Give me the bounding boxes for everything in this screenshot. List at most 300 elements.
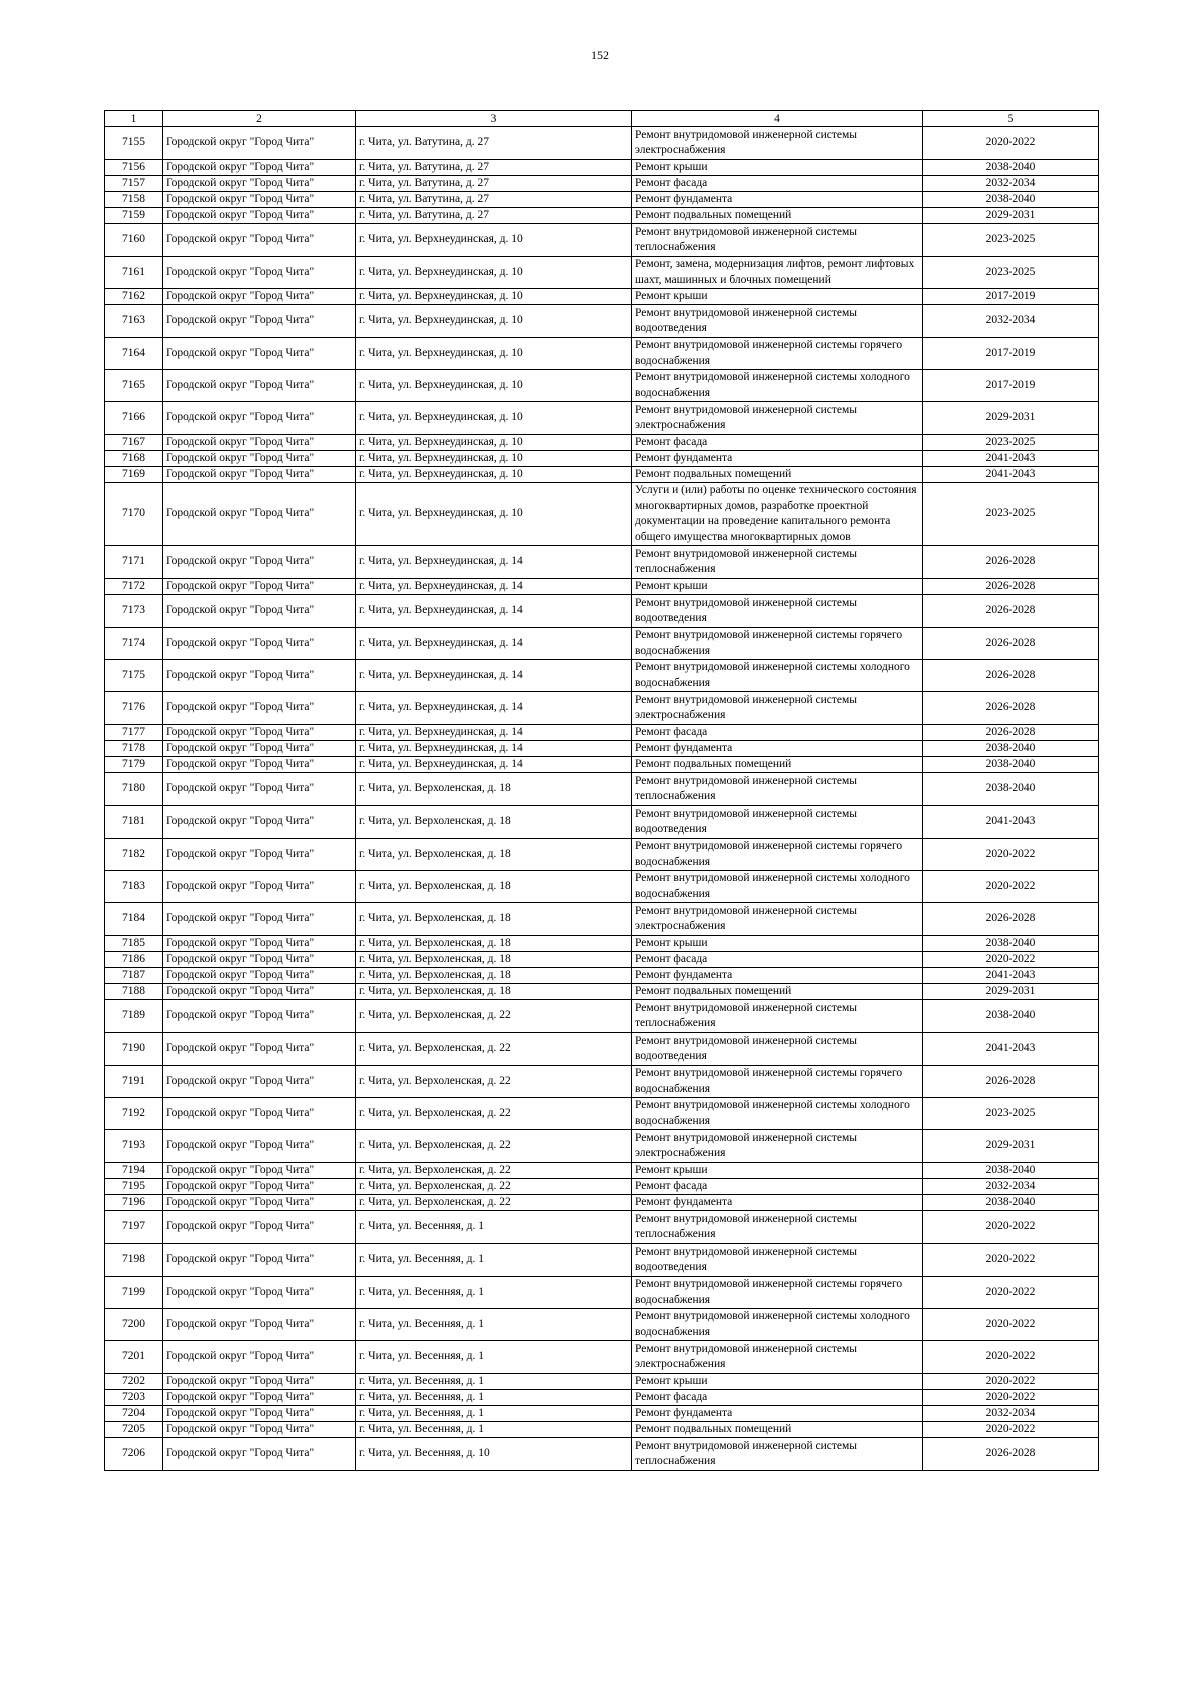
- row-number-cell: 7204: [105, 1406, 163, 1422]
- work-type-cell: Ремонт подвальных помещений: [632, 984, 923, 1000]
- municipality-cell: Городской округ "Город Чита": [163, 579, 356, 595]
- work-type-cell: Ремонт внутридомовой инженерной системы водоотведения: [632, 595, 923, 628]
- work-type-cell: Ремонт фундамента: [632, 192, 923, 208]
- row-number-cell: 7189: [105, 1000, 163, 1033]
- table-body: [105, 127, 1099, 1471]
- table-row: [105, 160, 1099, 176]
- period-cell: 2020-2022: [923, 871, 1099, 903]
- municipality-cell: Городской округ "Город Чита": [163, 660, 356, 692]
- municipality-cell: Городской округ "Город Чита": [163, 1195, 356, 1211]
- municipality-cell: Городской округ "Город Чита": [163, 725, 356, 741]
- period-cell: 2032-2034: [923, 1406, 1099, 1422]
- address-cell: г. Чита, ул. Верхнеудинская, д. 10: [356, 370, 632, 402]
- work-type-cell: Ремонт внутридомовой инженерной системы горячего водоснабжения: [632, 628, 923, 660]
- period-cell: 2020-2022: [923, 1422, 1099, 1438]
- period-cell: 2041-2043: [923, 806, 1099, 839]
- work-type-cell: Ремонт крыши: [632, 160, 923, 176]
- row-number-cell: 7183: [105, 871, 163, 903]
- work-type-cell: Ремонт крыши: [632, 579, 923, 595]
- address-cell: г. Чита, ул. Весенняя, д. 1: [356, 1406, 632, 1422]
- row-number-cell: 7157: [105, 176, 163, 192]
- table-row: [105, 1374, 1099, 1390]
- work-type-cell: Ремонт фундамента: [632, 968, 923, 984]
- table-row: [105, 1341, 1099, 1374]
- address-cell: г. Чита, ул. Верхоленская, д. 22: [356, 1000, 632, 1033]
- row-number-cell: 7182: [105, 839, 163, 871]
- work-type-cell: Ремонт подвальных помещений: [632, 757, 923, 773]
- row-number-cell: 7192: [105, 1098, 163, 1130]
- row-number-cell: 7191: [105, 1066, 163, 1098]
- row-number-cell: 7188: [105, 984, 163, 1000]
- work-type-cell: Ремонт фундамента: [632, 1195, 923, 1211]
- address-cell: г. Чита, ул. Ватутина, д. 27: [356, 192, 632, 208]
- work-type-cell: Ремонт внутридомовой инженерной системы водоотведения: [632, 806, 923, 839]
- row-number-cell: 7184: [105, 903, 163, 936]
- row-number-cell: 7199: [105, 1277, 163, 1309]
- address-cell: г. Чита, ул. Верхоленская, д. 18: [356, 936, 632, 952]
- page-number: 152: [591, 48, 609, 62]
- work-type-cell: Ремонт внутридомовой инженерной системы холодного водоснабжения: [632, 871, 923, 903]
- period-cell: 2029-2031: [923, 402, 1099, 435]
- period-cell: 2020-2022: [923, 1390, 1099, 1406]
- work-type-cell: Ремонт крыши: [632, 936, 923, 952]
- period-cell: 2026-2028: [923, 1066, 1099, 1098]
- row-number-cell: 7159: [105, 208, 163, 224]
- municipality-cell: Городской округ "Город Чита": [163, 1422, 356, 1438]
- row-number-cell: 7202: [105, 1374, 163, 1390]
- period-cell: 2026-2028: [923, 595, 1099, 628]
- address-cell: г. Чита, ул. Ватутина, д. 27: [356, 176, 632, 192]
- address-cell: г. Чита, ул. Весенняя, д. 10: [356, 1438, 632, 1471]
- address-cell: г. Чита, ул. Ватутина, д. 27: [356, 127, 632, 160]
- table-row: [105, 839, 1099, 871]
- address-cell: г. Чита, ул. Ватутина, д. 27: [356, 208, 632, 224]
- row-number-cell: 7179: [105, 757, 163, 773]
- address-cell: г. Чита, ул. Верхоленская, д. 18: [356, 984, 632, 1000]
- municipality-cell: Городской округ "Город Чита": [163, 451, 356, 467]
- column-header-2: 2: [163, 111, 356, 127]
- period-cell: 2041-2043: [923, 968, 1099, 984]
- table-row: [105, 1211, 1099, 1244]
- municipality-cell: Городской округ "Город Чита": [163, 176, 356, 192]
- municipality-cell: Городской округ "Город Чита": [163, 806, 356, 839]
- work-type-cell: Ремонт внутридомовой инженерной системы электроснабжения: [632, 692, 923, 725]
- work-type-cell: Ремонт внутридомовой инженерной системы электроснабжения: [632, 127, 923, 160]
- municipality-cell: Городской округ "Город Чита": [163, 968, 356, 984]
- municipality-cell: Городской округ "Город Чита": [163, 692, 356, 725]
- period-cell: 2032-2034: [923, 305, 1099, 338]
- municipality-cell: Городской округ "Город Чита": [163, 467, 356, 483]
- row-number-cell: 7158: [105, 192, 163, 208]
- table-row: [105, 1163, 1099, 1179]
- period-cell: 2020-2022: [923, 1374, 1099, 1390]
- table-row: [105, 451, 1099, 467]
- work-type-cell: Ремонт внутридомовой инженерной системы теплоснабжения: [632, 1438, 923, 1471]
- municipality-cell: Городской округ "Город Чита": [163, 952, 356, 968]
- municipality-cell: Городской округ "Город Чита": [163, 1438, 356, 1471]
- municipality-cell: Городской округ "Город Чита": [163, 741, 356, 757]
- municipality-cell: Городской округ "Город Чита": [163, 160, 356, 176]
- table-row: [105, 192, 1099, 208]
- work-type-cell: Ремонт подвальных помещений: [632, 208, 923, 224]
- municipality-cell: Городской округ "Город Чита": [163, 984, 356, 1000]
- table-row: [105, 370, 1099, 402]
- address-cell: г. Чита, ул. Верхоленская, д. 18: [356, 952, 632, 968]
- period-cell: 2026-2028: [923, 579, 1099, 595]
- work-type-cell: Услуги и (или) работы по оценке технического состояния многоквартирных домов, разработке проектной документации на проведение капитального ремонта общего имущества многоквартирных домов: [632, 483, 923, 546]
- address-cell: г. Чита, ул. Верхоленская, д. 22: [356, 1130, 632, 1163]
- row-number-cell: 7167: [105, 435, 163, 451]
- municipality-cell: Городской округ "Город Чита": [163, 628, 356, 660]
- row-number-cell: 7163: [105, 305, 163, 338]
- address-cell: г. Чита, ул. Верхоленская, д. 18: [356, 871, 632, 903]
- table-row: [105, 628, 1099, 660]
- table-row: [105, 1066, 1099, 1098]
- period-cell: 2023-2025: [923, 257, 1099, 289]
- row-number-cell: 7200: [105, 1309, 163, 1341]
- header-row: [105, 111, 1099, 127]
- period-cell: 2020-2022: [923, 1341, 1099, 1374]
- address-cell: г. Чита, ул. Весенняя, д. 1: [356, 1309, 632, 1341]
- address-cell: г. Чита, ул. Верхнеудинская, д. 14: [356, 546, 632, 579]
- work-type-cell: Ремонт внутридомовой инженерной системы теплоснабжения: [632, 546, 923, 579]
- municipality-cell: Городской округ "Город Чита": [163, 1098, 356, 1130]
- period-cell: 2038-2040: [923, 1195, 1099, 1211]
- row-number-cell: 7177: [105, 725, 163, 741]
- row-number-cell: 7195: [105, 1179, 163, 1195]
- row-number-cell: 7160: [105, 224, 163, 257]
- row-number-cell: 7155: [105, 127, 163, 160]
- period-cell: 2041-2043: [923, 1033, 1099, 1066]
- table-row: [105, 127, 1099, 160]
- row-number-cell: 7180: [105, 773, 163, 806]
- work-type-cell: Ремонт внутридомовой инженерной системы теплоснабжения: [632, 1211, 923, 1244]
- address-cell: г. Чита, ул. Верхнеудинская, д. 10: [356, 305, 632, 338]
- column-header-1: 1: [105, 111, 163, 127]
- work-type-cell: Ремонт внутридомовой инженерной системы холодного водоснабжения: [632, 370, 923, 402]
- period-cell: 2038-2040: [923, 1163, 1099, 1179]
- table-row: [105, 806, 1099, 839]
- work-type-cell: Ремонт фундамента: [632, 451, 923, 467]
- work-type-cell: Ремонт внутридомовой инженерной системы электроснабжения: [632, 1130, 923, 1163]
- table-row: [105, 1309, 1099, 1341]
- address-cell: г. Чита, ул. Верхнеудинская, д. 10: [356, 402, 632, 435]
- address-cell: г. Чита, ул. Верхнеудинская, д. 10: [356, 338, 632, 370]
- row-number-cell: 7205: [105, 1422, 163, 1438]
- work-type-cell: Ремонт подвальных помещений: [632, 1422, 923, 1438]
- column-header-4: 4: [632, 111, 923, 127]
- row-number-cell: 7194: [105, 1163, 163, 1179]
- table-row: [105, 1277, 1099, 1309]
- table-row: [105, 1244, 1099, 1277]
- municipality-cell: Городской округ "Город Чита": [163, 773, 356, 806]
- municipality-cell: Городской округ "Город Чита": [163, 1309, 356, 1341]
- row-number-cell: 7187: [105, 968, 163, 984]
- table-row: [105, 1422, 1099, 1438]
- period-cell: 2038-2040: [923, 741, 1099, 757]
- table-row: [105, 871, 1099, 903]
- address-cell: г. Чита, ул. Верхнеудинская, д. 14: [356, 595, 632, 628]
- period-cell: 2038-2040: [923, 773, 1099, 806]
- work-type-cell: Ремонт фасада: [632, 1179, 923, 1195]
- municipality-cell: Городской округ "Город Чита": [163, 1066, 356, 1098]
- municipality-cell: Городской округ "Город Чита": [163, 1033, 356, 1066]
- row-number-cell: 7178: [105, 741, 163, 757]
- row-number-cell: 7169: [105, 467, 163, 483]
- municipality-cell: Городской округ "Город Чита": [163, 1130, 356, 1163]
- period-cell: 2020-2022: [923, 1244, 1099, 1277]
- address-cell: г. Чита, ул. Верхнеудинская, д. 14: [356, 660, 632, 692]
- row-number-cell: 7162: [105, 289, 163, 305]
- column-header-5: 5: [923, 111, 1099, 127]
- period-cell: 2020-2022: [923, 839, 1099, 871]
- row-number-cell: 7161: [105, 257, 163, 289]
- address-cell: г. Чита, ул. Верхоленская, д. 22: [356, 1098, 632, 1130]
- period-cell: 2026-2028: [923, 725, 1099, 741]
- municipality-cell: Городской округ "Город Чита": [163, 370, 356, 402]
- row-number-cell: 7198: [105, 1244, 163, 1277]
- municipality-cell: Городской округ "Город Чита": [163, 208, 356, 224]
- period-cell: 2017-2019: [923, 289, 1099, 305]
- period-cell: 2038-2040: [923, 192, 1099, 208]
- address-cell: г. Чита, ул. Верхнеудинская, д. 14: [356, 725, 632, 741]
- row-number-cell: 7171: [105, 546, 163, 579]
- address-cell: г. Чита, ул. Верхоленская, д. 18: [356, 839, 632, 871]
- column-header-3: 3: [356, 111, 632, 127]
- table-row: [105, 757, 1099, 773]
- period-cell: 2038-2040: [923, 1000, 1099, 1033]
- row-number-cell: 7197: [105, 1211, 163, 1244]
- table-row: [105, 903, 1099, 936]
- period-cell: 2032-2034: [923, 1179, 1099, 1195]
- period-cell: 2020-2022: [923, 127, 1099, 160]
- period-cell: 2017-2019: [923, 370, 1099, 402]
- period-cell: 2038-2040: [923, 757, 1099, 773]
- table-row: [105, 968, 1099, 984]
- work-type-cell: Ремонт крыши: [632, 1374, 923, 1390]
- period-cell: 2038-2040: [923, 160, 1099, 176]
- table-row: [105, 467, 1099, 483]
- row-number-cell: 7168: [105, 451, 163, 467]
- table-row: [105, 1000, 1099, 1033]
- municipality-cell: Городской округ "Город Чита": [163, 192, 356, 208]
- municipality-cell: Городской округ "Город Чита": [163, 1163, 356, 1179]
- table-row: [105, 595, 1099, 628]
- work-type-cell: Ремонт крыши: [632, 1163, 923, 1179]
- period-cell: 2029-2031: [923, 1130, 1099, 1163]
- work-type-cell: Ремонт фундамента: [632, 741, 923, 757]
- work-type-cell: Ремонт фасада: [632, 176, 923, 192]
- period-cell: 2026-2028: [923, 660, 1099, 692]
- work-type-cell: Ремонт внутридомовой инженерной системы холодного водоснабжения: [632, 1309, 923, 1341]
- address-cell: г. Чита, ул. Верхнеудинская, д. 10: [356, 435, 632, 451]
- row-number-cell: 7173: [105, 595, 163, 628]
- municipality-cell: Городской округ "Город Чита": [163, 289, 356, 305]
- table-row: [105, 984, 1099, 1000]
- work-type-cell: Ремонт внутридомовой инженерной системы горячего водоснабжения: [632, 1066, 923, 1098]
- table-row: [105, 338, 1099, 370]
- period-cell: 2026-2028: [923, 692, 1099, 725]
- period-cell: 2026-2028: [923, 628, 1099, 660]
- period-cell: 2041-2043: [923, 451, 1099, 467]
- table-row: [105, 660, 1099, 692]
- work-type-cell: Ремонт внутридомовой инженерной системы горячего водоснабжения: [632, 1277, 923, 1309]
- period-cell: 2020-2022: [923, 1309, 1099, 1341]
- work-type-cell: Ремонт внутридомовой инженерной системы холодного водоснабжения: [632, 660, 923, 692]
- municipality-cell: Городской округ "Город Чита": [163, 402, 356, 435]
- address-cell: г. Чита, ул. Весенняя, д. 1: [356, 1341, 632, 1374]
- table-row: [105, 936, 1099, 952]
- work-type-cell: Ремонт внутридомовой инженерной системы электроснабжения: [632, 903, 923, 936]
- capital-repair-table: [104, 110, 1099, 1471]
- row-number-cell: 7190: [105, 1033, 163, 1066]
- work-type-cell: Ремонт, замена, модернизация лифтов, ремонт лифтовых шахт, машинных и блочных помещений: [632, 257, 923, 289]
- row-number-cell: 7174: [105, 628, 163, 660]
- period-cell: 2023-2025: [923, 435, 1099, 451]
- period-cell: 2038-2040: [923, 936, 1099, 952]
- work-type-cell: Ремонт внутридомовой инженерной системы холодного водоснабжения: [632, 1098, 923, 1130]
- address-cell: г. Чита, ул. Верхнеудинская, д. 10: [356, 257, 632, 289]
- period-cell: 2023-2025: [923, 483, 1099, 546]
- work-type-cell: Ремонт крыши: [632, 289, 923, 305]
- period-cell: 2029-2031: [923, 208, 1099, 224]
- municipality-cell: Городской округ "Город Чита": [163, 305, 356, 338]
- period-cell: 2041-2043: [923, 467, 1099, 483]
- table-row: [105, 1098, 1099, 1130]
- row-number-cell: 7181: [105, 806, 163, 839]
- table-row: [105, 208, 1099, 224]
- row-number-cell: 7166: [105, 402, 163, 435]
- municipality-cell: Городской округ "Город Чита": [163, 338, 356, 370]
- period-cell: 2026-2028: [923, 1438, 1099, 1471]
- period-cell: 2029-2031: [923, 984, 1099, 1000]
- period-cell: 2026-2028: [923, 546, 1099, 579]
- municipality-cell: Городской округ "Город Чита": [163, 936, 356, 952]
- address-cell: г. Чита, ул. Весенняя, д. 1: [356, 1211, 632, 1244]
- row-number-cell: 7196: [105, 1195, 163, 1211]
- municipality-cell: Городской округ "Город Чита": [163, 1179, 356, 1195]
- table-row: [105, 546, 1099, 579]
- work-type-cell: Ремонт внутридомовой инженерной системы горячего водоснабжения: [632, 839, 923, 871]
- table-row: [105, 725, 1099, 741]
- address-cell: г. Чита, ул. Весенняя, д. 1: [356, 1390, 632, 1406]
- table-row: [105, 773, 1099, 806]
- row-number-cell: 7176: [105, 692, 163, 725]
- table-row: [105, 1130, 1099, 1163]
- address-cell: г. Чита, ул. Верхоленская, д. 22: [356, 1179, 632, 1195]
- period-cell: 2020-2022: [923, 952, 1099, 968]
- row-number-cell: 7206: [105, 1438, 163, 1471]
- period-cell: 2026-2028: [923, 903, 1099, 936]
- municipality-cell: Городской округ "Город Чита": [163, 1374, 356, 1390]
- row-number-cell: 7185: [105, 936, 163, 952]
- address-cell: г. Чита, ул. Верхнеудинская, д. 14: [356, 628, 632, 660]
- table-row: [105, 741, 1099, 757]
- table-row: [105, 402, 1099, 435]
- work-type-cell: Ремонт внутридомовой инженерной системы электроснабжения: [632, 402, 923, 435]
- period-cell: 2023-2025: [923, 1098, 1099, 1130]
- row-number-cell: 7164: [105, 338, 163, 370]
- row-number-cell: 7175: [105, 660, 163, 692]
- work-type-cell: Ремонт внутридомовой инженерной системы горячего водоснабжения: [632, 338, 923, 370]
- table-row: [105, 952, 1099, 968]
- table-row: [105, 289, 1099, 305]
- address-cell: г. Чита, ул. Верхнеудинская, д. 14: [356, 757, 632, 773]
- work-type-cell: Ремонт внутридомовой инженерной системы электроснабжения: [632, 1341, 923, 1374]
- address-cell: г. Чита, ул. Верхоленская, д. 22: [356, 1066, 632, 1098]
- address-cell: г. Чита, ул. Верхнеудинская, д. 10: [356, 483, 632, 546]
- work-type-cell: Ремонт фасада: [632, 725, 923, 741]
- municipality-cell: Городской округ "Город Чита": [163, 1341, 356, 1374]
- municipality-cell: Городской округ "Город Чита": [163, 257, 356, 289]
- table-row: [105, 1195, 1099, 1211]
- table-row: [105, 224, 1099, 257]
- row-number-cell: 7201: [105, 1341, 163, 1374]
- municipality-cell: Городской округ "Город Чита": [163, 224, 356, 257]
- row-number-cell: 7203: [105, 1390, 163, 1406]
- period-cell: 2020-2022: [923, 1277, 1099, 1309]
- table-row: [105, 1438, 1099, 1471]
- municipality-cell: Городской округ "Город Чита": [163, 1244, 356, 1277]
- address-cell: г. Чита, ул. Верхоленская, д. 22: [356, 1033, 632, 1066]
- municipality-cell: Городской округ "Город Чита": [163, 871, 356, 903]
- municipality-cell: Городской округ "Город Чита": [163, 1277, 356, 1309]
- work-type-cell: Ремонт фасада: [632, 435, 923, 451]
- address-cell: г. Чита, ул. Верхоленская, д. 18: [356, 773, 632, 806]
- work-type-cell: Ремонт фасада: [632, 952, 923, 968]
- table-row: [105, 1390, 1099, 1406]
- municipality-cell: Городской округ "Город Чита": [163, 1406, 356, 1422]
- table-row: [105, 305, 1099, 338]
- address-cell: г. Чита, ул. Верхнеудинская, д. 14: [356, 579, 632, 595]
- municipality-cell: Городской округ "Город Чита": [163, 1211, 356, 1244]
- period-cell: 2020-2022: [923, 1211, 1099, 1244]
- table-row: [105, 1033, 1099, 1066]
- address-cell: г. Чита, ул. Верхнеудинская, д. 14: [356, 692, 632, 725]
- address-cell: г. Чита, ул. Весенняя, д. 1: [356, 1374, 632, 1390]
- period-cell: 2017-2019: [923, 338, 1099, 370]
- municipality-cell: Городской округ "Город Чита": [163, 839, 356, 871]
- row-number-cell: 7186: [105, 952, 163, 968]
- address-cell: г. Чита, ул. Весенняя, д. 1: [356, 1422, 632, 1438]
- work-type-cell: Ремонт внутридомовой инженерной системы теплоснабжения: [632, 773, 923, 806]
- table-row: [105, 483, 1099, 546]
- municipality-cell: Городской округ "Город Чита": [163, 435, 356, 451]
- municipality-cell: Городской округ "Город Чита": [163, 595, 356, 628]
- row-number-cell: 7193: [105, 1130, 163, 1163]
- work-type-cell: Ремонт внутридомовой инженерной системы водоотведения: [632, 1033, 923, 1066]
- municipality-cell: Городской округ "Город Чита": [163, 903, 356, 936]
- work-type-cell: Ремонт внутридомовой инженерной системы водоотведения: [632, 305, 923, 338]
- row-number-cell: 7170: [105, 483, 163, 546]
- address-cell: г. Чита, ул. Ватутина, д. 27: [356, 160, 632, 176]
- municipality-cell: Городской округ "Город Чита": [163, 483, 356, 546]
- municipality-cell: Городской округ "Город Чита": [163, 127, 356, 160]
- address-cell: г. Чита, ул. Верхнеудинская, д. 10: [356, 224, 632, 257]
- municipality-cell: Городской округ "Город Чита": [163, 757, 356, 773]
- work-type-cell: Ремонт фундамента: [632, 1406, 923, 1422]
- table-row: [105, 1179, 1099, 1195]
- period-cell: 2032-2034: [923, 176, 1099, 192]
- municipality-cell: Городской округ "Город Чита": [163, 546, 356, 579]
- period-cell: 2023-2025: [923, 224, 1099, 257]
- municipality-cell: Городской округ "Город Чита": [163, 1000, 356, 1033]
- row-number-cell: 7156: [105, 160, 163, 176]
- address-cell: г. Чита, ул. Верхоленская, д. 22: [356, 1195, 632, 1211]
- table-header: [105, 111, 1099, 127]
- table-row: [105, 1406, 1099, 1422]
- row-number-cell: 7165: [105, 370, 163, 402]
